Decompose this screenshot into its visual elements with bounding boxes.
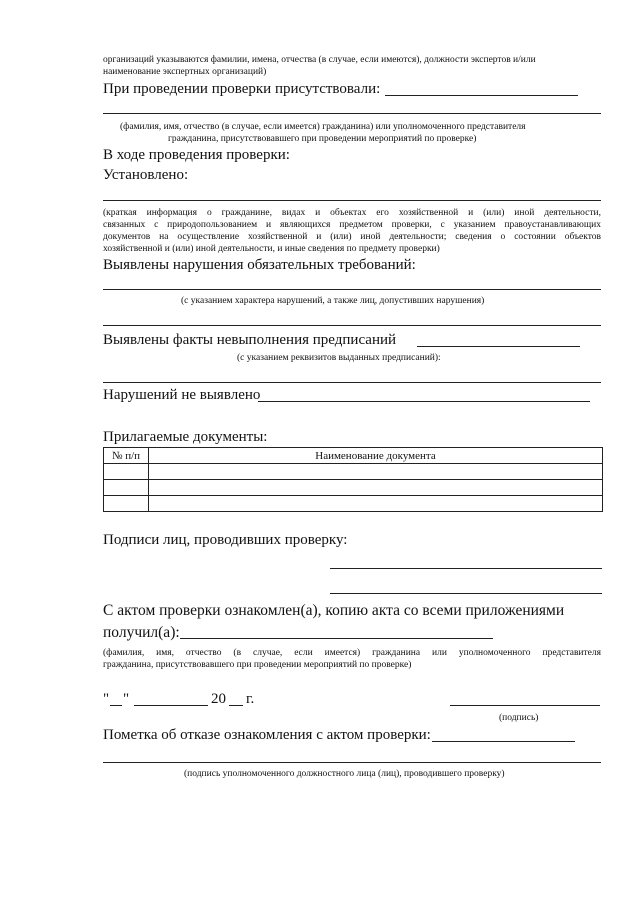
established-note-line4: хозяйственной и (или) иной деятельности, и иные сведения по предмету проверки) xyxy=(103,244,440,254)
violations-field-line-2[interactable] xyxy=(103,325,601,326)
violations-field-line[interactable] xyxy=(103,289,601,290)
attached-label: Прилагаемые документы: xyxy=(103,429,268,445)
acquainted-note-line2: гражданина, присутствовавшего при проведении мероприятий по проверке) xyxy=(103,660,412,670)
signature-line-1[interactable] xyxy=(330,568,602,569)
established-note-line2: связанных с природопользованием и являющихся предметом проверки, с указанием правоустанавливающих xyxy=(103,220,601,230)
present-note-line1: (фамилия, имя, отчество (в случае, если имеется) гражданина) или уполномоченного представителя xyxy=(120,122,526,132)
official-signature-line[interactable] xyxy=(103,762,601,763)
official-signature-note: (подпись уполномоченного должностного лица (лиц), проводившего проверку) xyxy=(184,769,505,779)
no-violations-label: Нарушений не выявлено xyxy=(103,387,261,403)
signature-field-line[interactable] xyxy=(450,705,600,706)
refusal-field-line[interactable] xyxy=(432,741,575,742)
established-note-line1: (краткая информация о гражданине, видах и объектах его хозяйственной и (или) иной деятельности, xyxy=(103,208,601,218)
during-label: В ходе проведения проверки: xyxy=(103,147,290,163)
non-compliance-label: Выявлены факты невыполнения предписаний xyxy=(103,332,397,348)
established-note-line3: документов на осуществление хозяйственной и (или) иной деятельности; сведения о состоянии объектов xyxy=(103,232,601,242)
date-year-prefix: 20 xyxy=(211,691,226,707)
table-cell[interactable] xyxy=(149,480,603,496)
no-violations-field-line[interactable] xyxy=(258,401,590,402)
acquainted-line2: получил(а): xyxy=(103,624,180,641)
table-cell[interactable] xyxy=(149,464,603,480)
table-header-row xyxy=(104,448,603,464)
table-row[interactable] xyxy=(104,480,603,496)
col-number-header: № п/п xyxy=(104,448,149,464)
violations-label: Выявлены нарушения обязательных требований: xyxy=(103,257,416,273)
signature-note: (подпись) xyxy=(499,713,539,723)
signature-line-2[interactable] xyxy=(330,593,602,594)
established-label: Установлено: xyxy=(103,167,189,183)
refusal-label: Пометка об отказе ознакомления с актом проверки: xyxy=(103,727,431,743)
header-note-line1: организаций указываются фамилии, имена, отчества (в случае, если имеются), должности экспертов и/или xyxy=(103,55,536,65)
date-year-line[interactable] xyxy=(229,705,243,706)
non-compliance-note: (с указанием реквизитов выданных предписаний): xyxy=(237,353,441,363)
table-row[interactable] xyxy=(104,464,603,480)
signatures-label: Подписи лиц, проводивших проверку: xyxy=(103,532,348,548)
table-cell[interactable] xyxy=(104,480,149,496)
non-compliance-field-line-2[interactable] xyxy=(103,382,601,383)
date-quote-close: " xyxy=(123,691,130,707)
acquainted-note-line1: (фамилия, имя, отчество (в случае, если имеется) гражданина или уполномоченного представителя xyxy=(103,648,601,658)
table-cell[interactable] xyxy=(104,496,149,512)
table-row[interactable] xyxy=(104,496,603,512)
table-cell[interactable] xyxy=(149,496,603,512)
present-label: При проведении проверки присутствовали: xyxy=(103,81,381,97)
table-cell[interactable] xyxy=(104,464,149,480)
established-field-line[interactable] xyxy=(103,200,601,201)
date-day-line[interactable] xyxy=(110,705,122,706)
present-field-line[interactable] xyxy=(385,95,578,96)
violations-note: (с указанием характера нарушений, а также лиц, допустивших нарушения) xyxy=(181,296,485,306)
present-field-line-2[interactable] xyxy=(103,113,601,114)
attached-documents-table xyxy=(103,447,603,512)
col-name-header: Наименование документа xyxy=(149,448,603,464)
non-compliance-field-line[interactable] xyxy=(417,346,580,347)
date-month-line[interactable] xyxy=(134,705,208,706)
date-year-suffix: г. xyxy=(246,691,255,707)
acquainted-line1: С актом проверки ознакомлен(а), копию акта со всеми приложениями xyxy=(103,602,565,619)
acquainted-field-line[interactable] xyxy=(180,638,493,639)
header-note-line2: наименование экспертных организаций) xyxy=(103,67,267,77)
present-note-line2: гражданина, присутствовавшего при проведении мероприятий по проверке) xyxy=(168,134,477,144)
date-quote-open: " xyxy=(103,691,110,707)
